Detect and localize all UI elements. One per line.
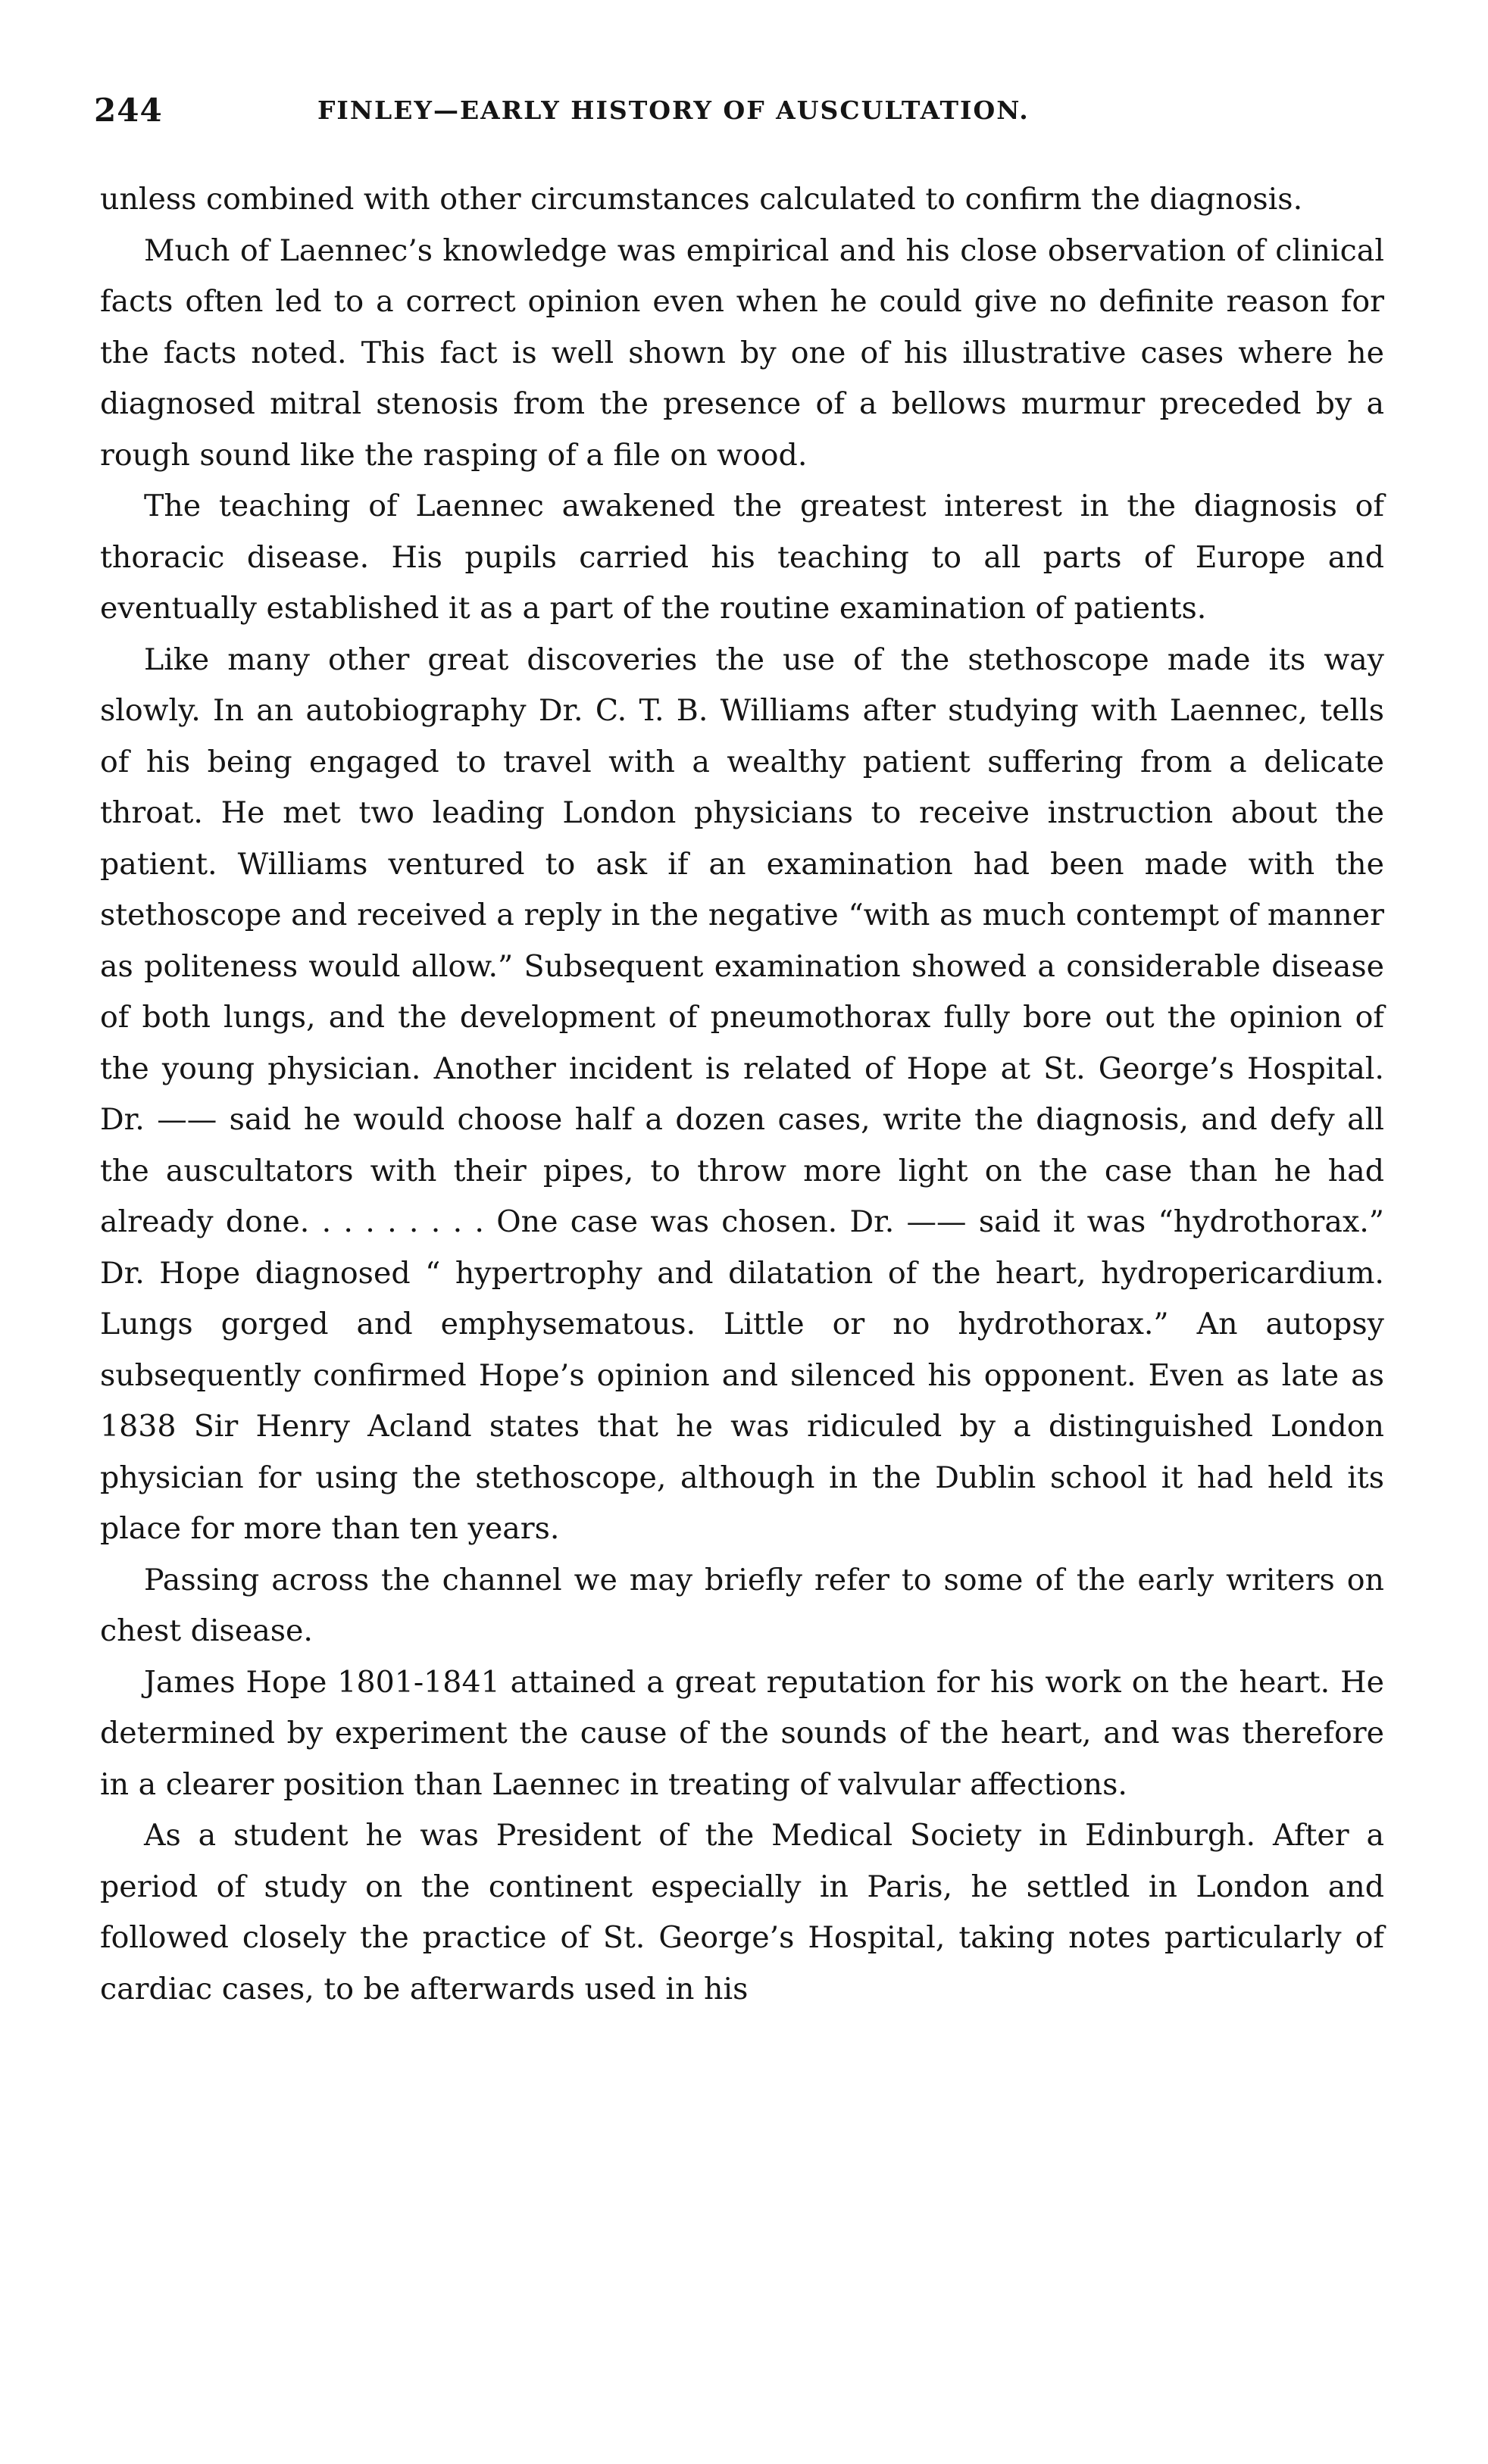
paragraph-early-writers: Passing across the channel we may briefly refer to some of the early writers on chest disease. [100,1562,1384,1648]
paragraph-laennec-teaching: The teaching of Laennec awakened the greatest interest in the diagnosis of thoracic disease. His pupils carried his teaching to all parts of Europe and eventually established it as a part of the routine examination of patients. [100,489,1384,626]
page-number: 244 [94,92,163,129]
paragraph-stethoscope-adoption: Like many other great discoveries the use of the stethoscope made its way slowly. In an autobiography Dr. C. T. B. Williams after studying with Laennec, tells of his being engaged to travel with a wealthy patient suffering from a delicate throat. He met two leading London physicians to receive instruction about the patient. Williams ventured to ask if an examination had been made with the stethoscope and received a reply in the negative “with as much contempt of manner as politeness would allow.” Subsequent examination showed a considerable disease of both lungs, and the development of pneumothorax fully bore out the opinion of the young physician. Another incident is related of Hope at St. George’s Hospital. Dr. —— said he would choose half a dozen cases, write the diagnosis, and defy all the auscultators with their pipes, to throw more light on the case than he had already done. . . . . . . . . One case was chosen. Dr. —— said it was “hydrothorax.” Dr. Hope diagnosed “ hypertrophy and dilatation of the heart, hydropericardium. Lungs gorged and emphysematous. Little or no hydrothorax.” An autopsy subsequently confirmed Hope’s opinion and silenced his opponent. Even as late as 1838 Sir Henry Acland states that he was ridiculed by a distinguished London physician for using the stethoscope, although in the Dublin school it had held its place for more than ten years. [100,642,1384,1546]
paragraph-hope-student: As a student he was President of the Medical Society in Edinburgh. After a period of study on the continent especially in Paris, he settled in London and followed closely the practice of St. George’s Hospital, taking notes particularly of cardiac cases, to be afterwards used in his [100,1818,1384,2006]
running-head [94,88,1382,133]
body-text [100,174,1384,2015]
paragraph-continued: unless combined with other circumstances calculated to confirm the diagnosis. [100,182,1303,217]
paragraph-james-hope: James Hope 1801-1841 attained a great reputation for his work on the heart. He determined by experiment the cause of the sounds of the heart, and was therefore in a clearer position than Laennec in treating of valvular affections. [100,1664,1384,1802]
running-title: FINLEY—EARLY HISTORY OF AUSCULTATION. [317,95,1030,125]
paragraph-laennec-knowledge: Much of Laennec’s knowledge was empirical and his close observation of clinical facts often led to a correct opinion even when he could give no definite reason for the facts noted. This fact is well shown by one of his illustrative cases where he diagnosed mitral stenosis from the presence of a bellows murmur preceded by a rough sound like the rasping of a file on wood. [100,233,1384,473]
